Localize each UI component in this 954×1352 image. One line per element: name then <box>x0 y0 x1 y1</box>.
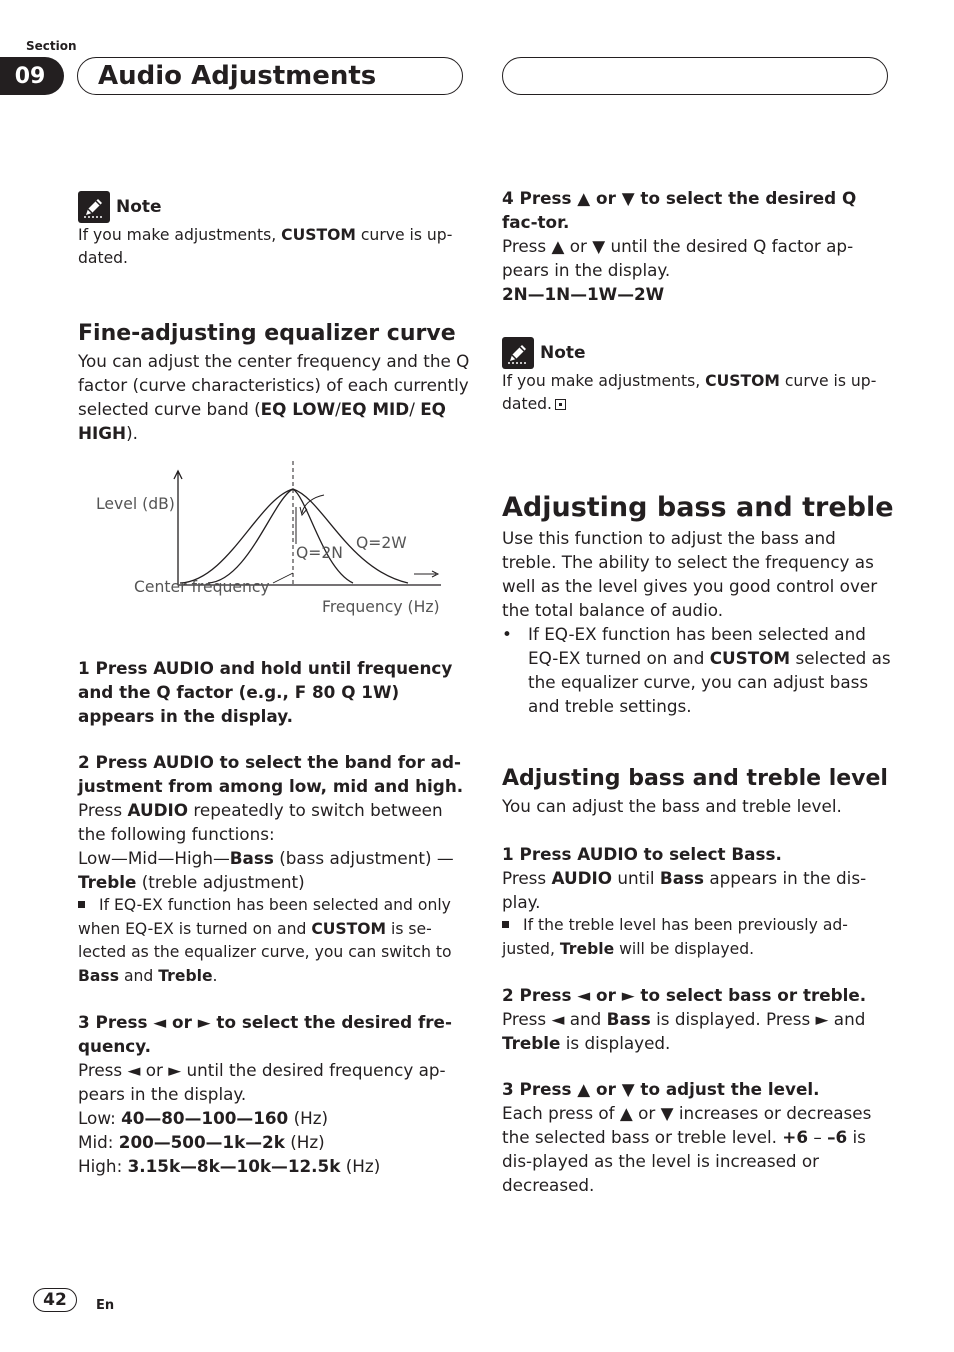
note-label: Note <box>540 343 586 363</box>
end-mark-icon <box>555 399 566 410</box>
high-frequencies: High: 3.15k—8k—10k—12.5k (Hz) <box>78 1156 381 1176</box>
fine-adjust-intro: You can adjust the center frequency and the Q factor (curve characteristics) of each currently selected curve band (EQ LOW/EQ MID/ EQ HIGH). <box>78 351 470 443</box>
bass-treble-bullet: • If EQ-EX function has been selected and EQ-EX turned on and CUSTOM selected as the equalizer curve, you can adjust bass and treble settings. <box>502 624 891 716</box>
right-column <box>502 186 894 1197</box>
square-bullet-icon <box>78 901 85 908</box>
step-3-text: Press ◄ or ► until the desired frequency ap-pears in the display. <box>78 1060 446 1104</box>
bass-treble-intro: Use this function to adjust the bass and treble. The ability to select the frequency as well as the level gives you good control over the total balance of audio. <box>502 528 878 620</box>
level-step-3-heading: 3 Press ▲ or ▼ to adjust the level. <box>502 1079 820 1099</box>
step-4-heading: 4 Press ▲ or ▼ to select the desired Q fac-tor. <box>502 188 857 232</box>
step-2-text: Press AUDIO repeatedly to switch between the following functions: <box>78 800 443 844</box>
section-heading-level: Adjusting bass and treble level <box>502 766 888 791</box>
step-4-text: Press ▲ or ▼ until the desired Q factor ap-pears in the display. <box>502 236 854 280</box>
level-step-1-note: If the treble level has been previously ad-justed, Treble will be displayed. <box>502 916 848 958</box>
section-heading-bass-treble: Adjusting bass and treble <box>502 492 894 523</box>
note-header <box>78 190 470 224</box>
section-heading-fine-adjust: Fine-adjusting equalizer curve <box>78 321 456 346</box>
level-intro: You can adjust the bass and treble level. <box>502 796 842 816</box>
level-step-1-heading: 1 Press AUDIO to select Bass. <box>502 844 782 864</box>
equalizer-curve-diagram <box>78 459 470 634</box>
note-label: Note <box>116 197 162 217</box>
section-number-badge: 09 <box>0 57 64 95</box>
pencil-note-icon <box>502 337 534 369</box>
mid-frequencies: Mid: 200—500—1k—2k (Hz) <box>78 1132 325 1152</box>
center-frequency-label: Center frequency <box>134 578 270 596</box>
header-right-frame <box>502 57 888 95</box>
left-column <box>78 190 470 1178</box>
page-title: Audio Adjustments <box>98 61 377 91</box>
q-narrow-label: Q=2N <box>296 544 343 562</box>
level-step-3-text: Each press of ▲ or ▼ increases or decreases the selected bass or treble level. +6 – –6 is dis-played as the level is increased or decreased. <box>502 1103 872 1195</box>
note-text: If you make adjustments, CUSTOM curve is up-dated. <box>502 372 877 413</box>
q-factor-values: 2N—1N—1W—2W <box>502 284 665 304</box>
note-header <box>502 336 894 370</box>
square-bullet-icon <box>502 921 509 928</box>
page-number: 42 <box>33 1288 77 1312</box>
section-label: Section <box>26 39 77 53</box>
q-wide-label: Q=2W <box>356 534 407 552</box>
step-2-functions: Low—Mid—High—Bass (bass adjustment) —Treble (treble adjustment) <box>78 848 454 892</box>
pencil-note-icon <box>78 191 110 223</box>
step-1-heading: 1 Press AUDIO and hold until frequency and the Q factor (e.g., F 80 Q 1W) appears in the display. <box>78 658 453 726</box>
level-axis-label: Level (dB) <box>96 495 175 513</box>
level-step-2-heading: 2 Press ◄ or ► to select bass or treble. <box>502 985 867 1005</box>
level-step-1-text: Press AUDIO until Bass appears in the dis-play. <box>502 868 867 912</box>
bullet-dot-icon: • <box>502 624 512 644</box>
step-2-note: If EQ-EX function has been selected and only when EQ-EX is turned on and CUSTOM is se-lected as the equalizer curve, you can switch to Bass and Treble. <box>78 896 452 985</box>
language-label: En <box>96 1298 115 1313</box>
frequency-axis-label: Frequency (Hz) <box>322 598 440 616</box>
note-text: If you make adjustments, CUSTOM curve is up-dated. <box>78 226 453 267</box>
step-3-heading: 3 Press ◄ or ► to select the desired fre-quency. <box>78 1012 452 1056</box>
level-step-2-text: Press ◄ and Bass is displayed. Press ► and Treble is displayed. <box>502 1009 866 1053</box>
low-frequencies: Low: 40—80—100—160 (Hz) <box>78 1108 329 1128</box>
step-2-heading: 2 Press AUDIO to select the band for ad-justment from among low, mid and high. <box>78 752 464 796</box>
